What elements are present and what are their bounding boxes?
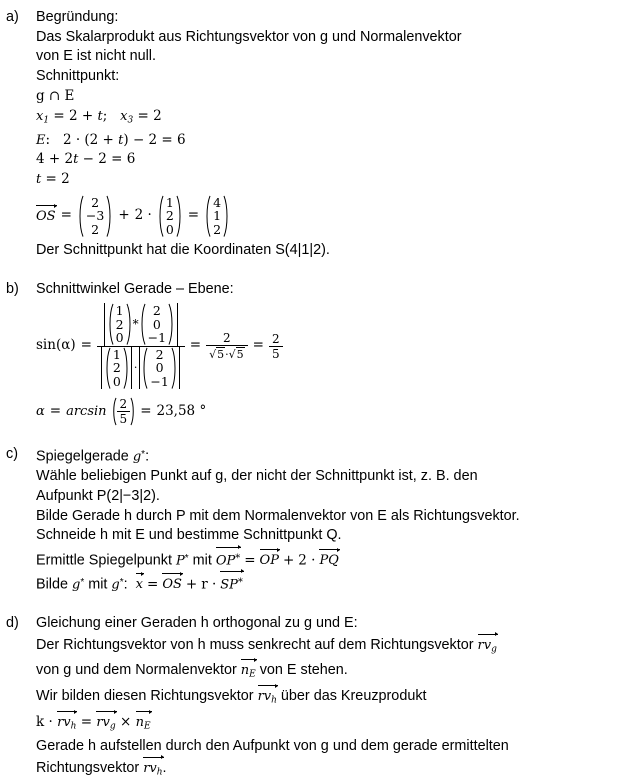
cross-lhs-label: rv: [57, 715, 71, 730]
fraction-denominator: [97, 347, 185, 390]
section-a-line-2: von E ist nicht null.: [36, 47, 618, 67]
section-b-title: Schnittwinkel Gerade – Ebene:: [36, 280, 618, 300]
section-d-line-5: [36, 757, 618, 782]
paren-left: [204, 195, 211, 238]
vector-op-star-label: OP: [216, 553, 235, 568]
section-c-line-3: Schneide h mit E und bestimme Schnittpunkt Q.: [36, 526, 618, 546]
gstar-equals: =: [147, 576, 158, 592]
angle-result-line: [36, 397, 618, 426]
sine-main-fraction: [97, 303, 185, 389]
sin-alpha-label: sin(α): [36, 336, 76, 356]
den-v1-y: 2: [113, 361, 121, 375]
vector-rv-g-label: rv: [478, 638, 492, 653]
section-c-line-0: Wähle beliebigen Punkt auf g, der nicht der Schnittpunkt ist, z. B. den: [36, 467, 618, 487]
vector-sp-star: SP*: [220, 571, 243, 595]
worksheet-page: [0, 8, 618, 669]
cross-k: k ·: [36, 714, 53, 730]
section-d-title: Gleichung einer Geraden h orthogonal zu g und E:: [36, 614, 618, 634]
angle-value: 23,58 °: [157, 402, 207, 422]
angle-equals-2: =: [140, 402, 151, 422]
d-line3-pre: Wir bilden diesen Richtungsvektor: [36, 688, 258, 704]
paren-left: [107, 303, 114, 346]
vector-n-e-sub: E: [249, 670, 256, 680]
star-superscript: *: [141, 449, 145, 460]
os-vector-label: OS: [36, 205, 56, 227]
section-d: [0, 614, 618, 782]
vector-n-e: [241, 659, 256, 685]
section-d-line-3: [36, 685, 618, 711]
intersection-expression: g ∩ E: [36, 87, 618, 107]
d-line5-pre: Richtungsvektor: [36, 760, 143, 776]
cross-lhs-vector: [57, 711, 76, 737]
abs-bar: [179, 347, 180, 390]
sqrt-product-op: ·: [225, 348, 229, 361]
num-v2-x: 2: [153, 304, 161, 318]
vec-b-z: 0: [166, 223, 174, 237]
section-b-label: b): [0, 280, 36, 300]
star-superscript: *: [185, 553, 189, 564]
sqrt-fraction-numerator: 2: [220, 331, 234, 345]
paren-right: [123, 347, 130, 390]
vector-rv-h-sub: h: [271, 695, 277, 705]
sqrt-left-value: 5: [216, 347, 225, 362]
fraction-numerator: [100, 303, 182, 346]
expanded-equation: 4 + 2t − 2 = 6: [36, 150, 618, 170]
paren-right: [223, 195, 230, 238]
num-v1-x: 1: [116, 304, 124, 318]
vector-pq: PQ: [319, 549, 338, 571]
section-c-title: [36, 445, 618, 467]
cross-rhs-vector-2: [136, 711, 151, 737]
section-b: [0, 280, 618, 427]
vec-b-x: 1: [166, 196, 174, 210]
gstar-mid: mit: [84, 576, 111, 592]
vector-op-star: OP*: [216, 547, 240, 571]
paren-right: [130, 397, 135, 426]
numerator-group: [103, 303, 179, 346]
mirror-mid: mit: [189, 552, 216, 568]
paren-left: [112, 397, 117, 426]
sqrt-left: √5: [209, 346, 225, 362]
vector-rv-h-final-sub: h: [157, 767, 163, 777]
vec-a-y: −3: [86, 209, 104, 223]
parameter-line: $x_1 = 2 + t$; $x_3 = 2$: [36, 107, 618, 131]
result-denominator: 5: [269, 347, 283, 361]
section-d-line-1: [36, 634, 618, 660]
den-v2-z: −1: [150, 375, 168, 389]
section-a-line-1: Das Skalarprodukt aus Richtungsvektor von g und Normalenvektor: [36, 28, 618, 48]
sqrt-fraction: [206, 331, 248, 362]
section-a-closing: Der Schnittpunkt hat die Koordinaten S(4|1|2).: [36, 241, 618, 261]
gstar-plus: +: [186, 576, 197, 592]
scalar-factor: 2 ·: [135, 206, 152, 226]
section-d-line-4: Gerade h aufstellen durch den Aufpunkt von g und dem gerade ermittelten: [36, 737, 618, 757]
vec-b-y: 2: [166, 209, 174, 223]
cross-rhs-vector-1: [96, 711, 115, 737]
star-superscript: *: [120, 577, 124, 588]
dot-product-operator: *: [133, 315, 139, 335]
arcsin-num: 2: [117, 397, 131, 411]
p-star-symbol: P: [176, 553, 185, 568]
vector-rv-g: [478, 634, 497, 660]
paren-right: [106, 195, 113, 238]
sqrt-fraction-denominator: [206, 346, 248, 362]
paren-left: [139, 303, 146, 346]
column-vector-result: [204, 195, 230, 238]
gstar-r-scalar: r ·: [201, 576, 216, 592]
section-c-line-1: Aufpunkt P(2|−3|2).: [36, 487, 618, 507]
paren-right: [126, 303, 133, 346]
den-v1-x: 1: [113, 348, 121, 362]
sqrt-right: √5: [229, 346, 245, 362]
arcsin-fraction: [117, 397, 131, 426]
os-equals: =: [61, 206, 72, 226]
vector-os: OS: [162, 573, 182, 595]
mirror-equals: =: [244, 552, 255, 568]
vector-x: x: [136, 573, 143, 595]
paren-left: [157, 195, 164, 238]
result-fraction: [269, 332, 283, 361]
section-a-label: a): [0, 8, 36, 28]
section-c-title-pre: Spiegelgerade: [36, 449, 133, 465]
vec-r-z: 2: [213, 223, 221, 237]
d-line5-post: .: [163, 760, 167, 776]
d-line3-post: über das Kreuzprodukt: [277, 688, 427, 704]
paren-right: [176, 195, 183, 238]
cross-equals: =: [81, 714, 92, 730]
cross-rhs1-sub: g: [110, 721, 116, 731]
equals-result: =: [188, 206, 199, 226]
section-a-line-3: Schnittpunkt:: [36, 67, 618, 87]
abs-bar: [104, 303, 105, 346]
num-v1-y: 2: [116, 318, 124, 332]
section-c: [0, 445, 618, 595]
vector-rv-h-final-label: rv: [143, 761, 157, 776]
sine-equals-2: =: [190, 336, 201, 356]
section-c-label: c): [0, 445, 36, 465]
arcsin-label: arcsin: [66, 402, 106, 422]
den-v1-z: 0: [113, 375, 121, 389]
vector-rv-h: [258, 685, 277, 711]
vector-n-e-label: n: [241, 663, 249, 678]
alpha-symbol: α: [36, 402, 45, 422]
mirror-pre: Ermittle Spiegelpunkt: [36, 552, 176, 568]
result-numerator: 2: [269, 332, 283, 346]
column-vector-b: [157, 195, 183, 238]
g-star-symbol: g: [133, 450, 141, 465]
section-a-line-0: Begründung:: [36, 8, 618, 28]
paren-left: [104, 347, 111, 390]
abs-bar: [101, 347, 102, 390]
cross-product-equation: [36, 711, 618, 737]
cross-rhs2-sub: E: [144, 721, 151, 731]
mirror-scalar: 2 ·: [298, 552, 315, 568]
solved-parameter: t = 2: [36, 170, 618, 190]
paren-left: [141, 347, 148, 390]
d-line2-pre: von g und dem Normalenvektor: [36, 662, 241, 678]
norm-product-operator: ·: [134, 358, 138, 378]
vector-sp-star-label: SP: [220, 577, 238, 592]
column-vector-a: [77, 195, 113, 238]
sine-equals-3: =: [253, 336, 264, 356]
vec-a-x: 2: [91, 196, 99, 210]
abs-bar: [177, 303, 178, 346]
section-d-label: d): [0, 614, 36, 634]
den-v2-x: 2: [156, 348, 164, 362]
mirror-plus: +: [283, 552, 294, 568]
star-superscript: *: [80, 577, 84, 588]
section-d-line-2: [36, 659, 618, 685]
vector-rv-g-sub: g: [491, 644, 497, 654]
arcsin-argument: [112, 397, 136, 426]
denominator-group: [100, 347, 182, 390]
section-c-line-2: Bilde Gerade h durch P mit dem Normalenvektor von E als Richtungsvektor.: [36, 507, 618, 527]
g-star-equation-line: [36, 571, 618, 595]
abs-bar: [139, 347, 140, 390]
vec-r-x: 4: [213, 196, 221, 210]
num-v1-z: 0: [116, 331, 124, 345]
g-star-1: g: [72, 577, 80, 592]
gstar-pre: Bilde: [36, 576, 72, 592]
arcsin-den: 5: [117, 412, 131, 426]
den-v2-y: 0: [156, 361, 164, 375]
sqrt-right-value: 5: [236, 347, 245, 362]
cross-lhs-sub: h: [71, 721, 77, 731]
d-line1-pre: Der Richtungsvektor von h muss senkrecht auf dem Richtungsvektor: [36, 637, 478, 653]
plus-sign: +: [118, 206, 129, 226]
vector-rv-h-label: rv: [258, 689, 272, 704]
angle-equals: =: [50, 402, 61, 422]
os-vector-equation: [36, 195, 618, 238]
vector-op: OP: [260, 549, 279, 571]
sine-formula: [36, 303, 618, 389]
num-v2-z: −1: [148, 331, 166, 345]
gstar-colon: :: [124, 576, 128, 592]
section-c-title-post: :: [145, 449, 149, 465]
g-star-2: g: [111, 577, 119, 592]
vector-rv-h-final: [143, 757, 162, 782]
mirror-point-line: [36, 547, 618, 571]
abs-bar: [131, 347, 132, 390]
cross-rhs1-label: rv: [96, 715, 110, 730]
num-v2-y: 0: [153, 318, 161, 332]
section-a: [0, 8, 618, 261]
vec-a-z: 2: [91, 223, 99, 237]
cross-rhs2-label: n: [136, 715, 144, 730]
vec-r-y: 1: [213, 209, 221, 223]
paren-left: [77, 195, 84, 238]
d-line2-post: von E stehen.: [256, 662, 348, 678]
cross-times-operator: ×: [120, 714, 131, 730]
paren-right: [168, 303, 175, 346]
paren-right: [171, 347, 178, 390]
sin-equals: =: [81, 336, 92, 356]
plane-equation: E: 2 · (2 + t) − 2 = 6: [36, 131, 618, 151]
